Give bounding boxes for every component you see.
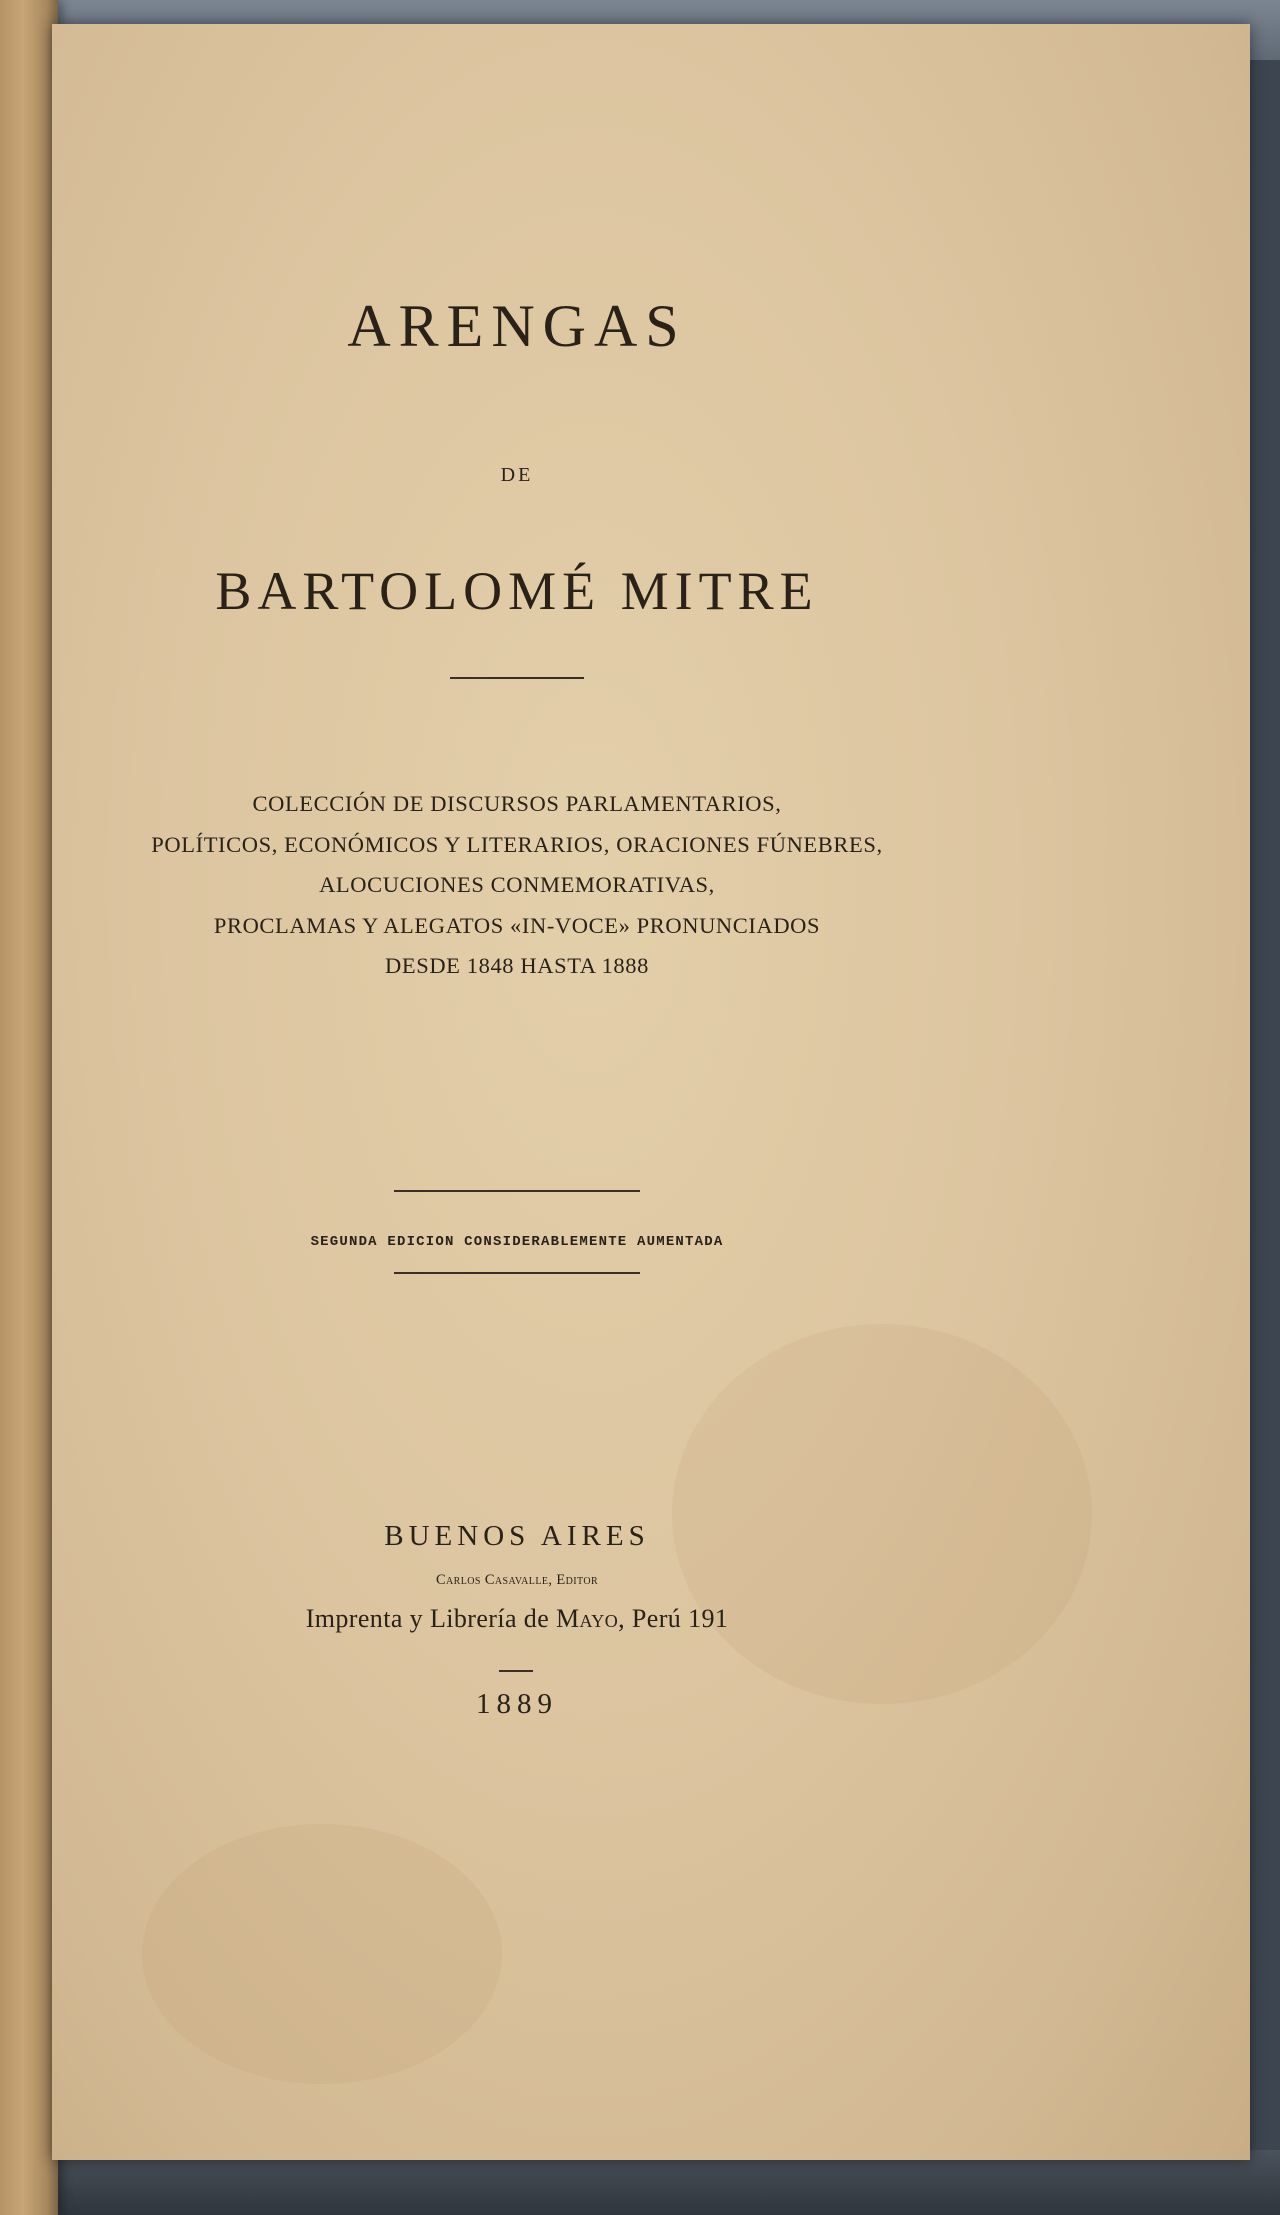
imprint-city: BUENOS AIRES — [384, 1520, 650, 1552]
subtitle — [52, 784, 982, 987]
subtitle-line: PROCLAMAS Y ALEGATOS «IN-VOCE» PRONUNCIADOS — [213, 912, 821, 938]
year-rule — [499, 1670, 533, 1672]
edition-rule-top — [394, 1190, 640, 1192]
title-connector: DE — [500, 464, 534, 486]
book-title: ARENGAS — [347, 293, 687, 359]
book-cover-edge — [0, 0, 58, 2215]
paper-stain — [142, 1824, 502, 2084]
subtitle-line: DESDE 1848 HASTA 1888 — [385, 953, 649, 978]
edition-note: SEGUNDA EDICION CONSIDERABLEMENTE AUMENTADA — [310, 1234, 724, 1250]
subtitle-line: COLECCIÓN DE DISCURSOS PARLAMENTARIOS, — [252, 791, 782, 816]
subtitle-line: POLÍTICOS, ECONÓMICOS Y LITERARIOS, ORACIONES FÚNEBRES, — [151, 831, 883, 857]
publication-year: 1889 — [476, 1688, 558, 1720]
printer-prefix: Imprenta y Librería de — [305, 1604, 557, 1633]
divider-rule — [450, 677, 584, 679]
edition-rule-bottom — [394, 1272, 640, 1274]
title-page — [52, 24, 1250, 2160]
printer-suffix: , Perú 191 — [618, 1604, 729, 1633]
subtitle-line: ALOCUCIONES CONMEMORATIVAS, — [319, 872, 715, 897]
author-name: BARTOLOMÉ MITRE — [215, 561, 819, 621]
printer-line — [52, 1604, 982, 1634]
publisher: Carlos Casavalle, Editor — [435, 1572, 599, 1588]
paper-stain — [672, 1324, 1092, 1704]
printer-name: Mayo — [556, 1604, 619, 1633]
